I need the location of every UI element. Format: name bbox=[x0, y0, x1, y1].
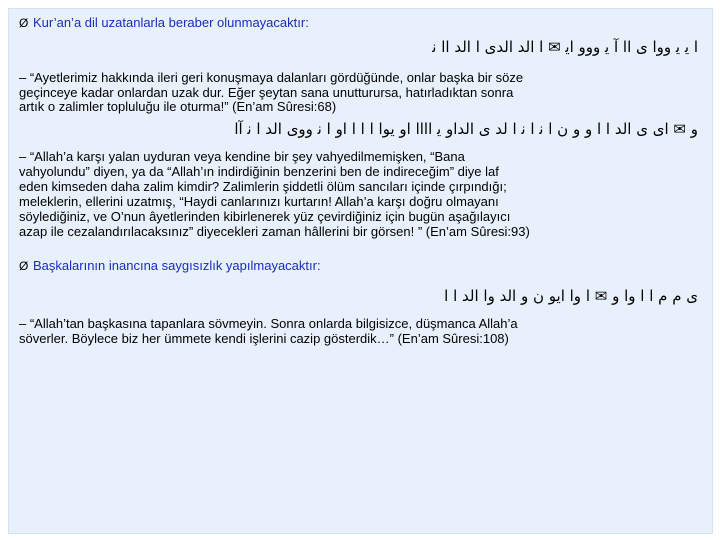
paragraph-line: söylediğiniz, ve O’nun âyetlerinden kibirlenerek yüz çevirdiğiniz için bugün aşağılayıcı bbox=[19, 209, 511, 224]
arabic-verse: ﻯ ﻡ ﻡ ﺍ ﺍ ﻭﺍ ﻭ ✉ ﺍ ﻭﺍ ﺍﻳﻮ ﻥ ﻭ ﺍﻟﺪ ﻭﺍ ﺍﻟﺪ ﺍ ﺍ bbox=[444, 287, 698, 305]
paragraph-line: geçinceye kadar onlardan uzak dur. Eğer şeytan sana unutturursa, hatırladıktan sonra bbox=[19, 85, 514, 100]
paragraph-line: vahyolundu” diyen, ya da “Allah’ın indirdiğinin benzerini ben de indireceğim” diye laf bbox=[19, 164, 499, 179]
bullet-text: Başkalarının inancına saygısızlık yapılmayacaktır: bbox=[33, 258, 321, 273]
arrow-bullet-icon: Ø bbox=[19, 259, 29, 273]
paragraph-line: – “Allah’tan başkasına tapanlara sövmeyin. Sonra onlarda bilgisizce, düşmanca Allah’a bbox=[19, 316, 518, 331]
slide bbox=[8, 8, 713, 534]
paragraph-line: azap ile cezalandırılacaksınız” diyecekleri zaman hâllerini bir görsen! ” (En’am Sûresi:93) bbox=[19, 224, 530, 239]
paragraph-line: söverler. Böylece biz her ümmete kendi işlerini cazip gösterdik…” (En’am Sûresi:108) bbox=[19, 331, 509, 346]
paragraph-line: meleklerin, ellerini uzatmış, “Haydi canlarınızı kurtarın! Allah’a karşı doğru olmayanı bbox=[19, 194, 499, 209]
arrow-bullet-icon: Ø bbox=[19, 16, 29, 30]
paragraph-line: – “Ayetlerimiz hakkında ileri geri konuşmaya dalanları gördüğünde, onlar başka bir söze bbox=[19, 70, 524, 85]
paragraph-line: – “Allah’a karşı yalan uyduran veya kendine bir şey vahyedilmemişken, “Bana bbox=[19, 149, 465, 164]
paragraph-line: artık o zalimler topluluğu ile oturma!” (En’am Sûresi:68) bbox=[19, 99, 337, 114]
paragraph-line: eden kimseden daha zalim kimdir? Zalimlerin şiddetli ölüm sancıları içinde çırpındığı; bbox=[19, 179, 507, 194]
bullet-heading bbox=[19, 15, 702, 31]
bullet-heading bbox=[19, 258, 702, 274]
arabic-verse: ﻭ ✉ ﺍﻯ ﻯ ﺍﻟﺪ ﺍ ﺍ ﻭ ﻭ ﻥ ﺍ ﻧ ﺍ ﻧ ﺍ ﻟﺪ ﻯ ﺍﻟﺪﺍﻭ ﻳ ﺍﺍﺍﺍ ﺍﻭ ﻳﻮﺍ ﺍ ﺍ ﺍ ﺍﻭ ﺍ ﻧ ﻭﻭﻯ ﺍﻟﺪ ﺍ ﻧ ﺁﺍ bbox=[234, 120, 698, 138]
bullet-text: Kur’an’a dil uzatanlarla beraber olunmayacaktır: bbox=[33, 15, 309, 30]
arabic-verse: ﺍ ﻳ ﻳ ﻭﻭﺍ ﻯ ﺍﺍ ﺁ ﻳ ﻭﻭﻭ ﺍﻳ ✉ ﺍ ﺍﻟﺪ ﺍﻟﺪﻯ ﺍ ﺍﻟﺪ ﺍﺍ ﻧ bbox=[432, 38, 698, 56]
